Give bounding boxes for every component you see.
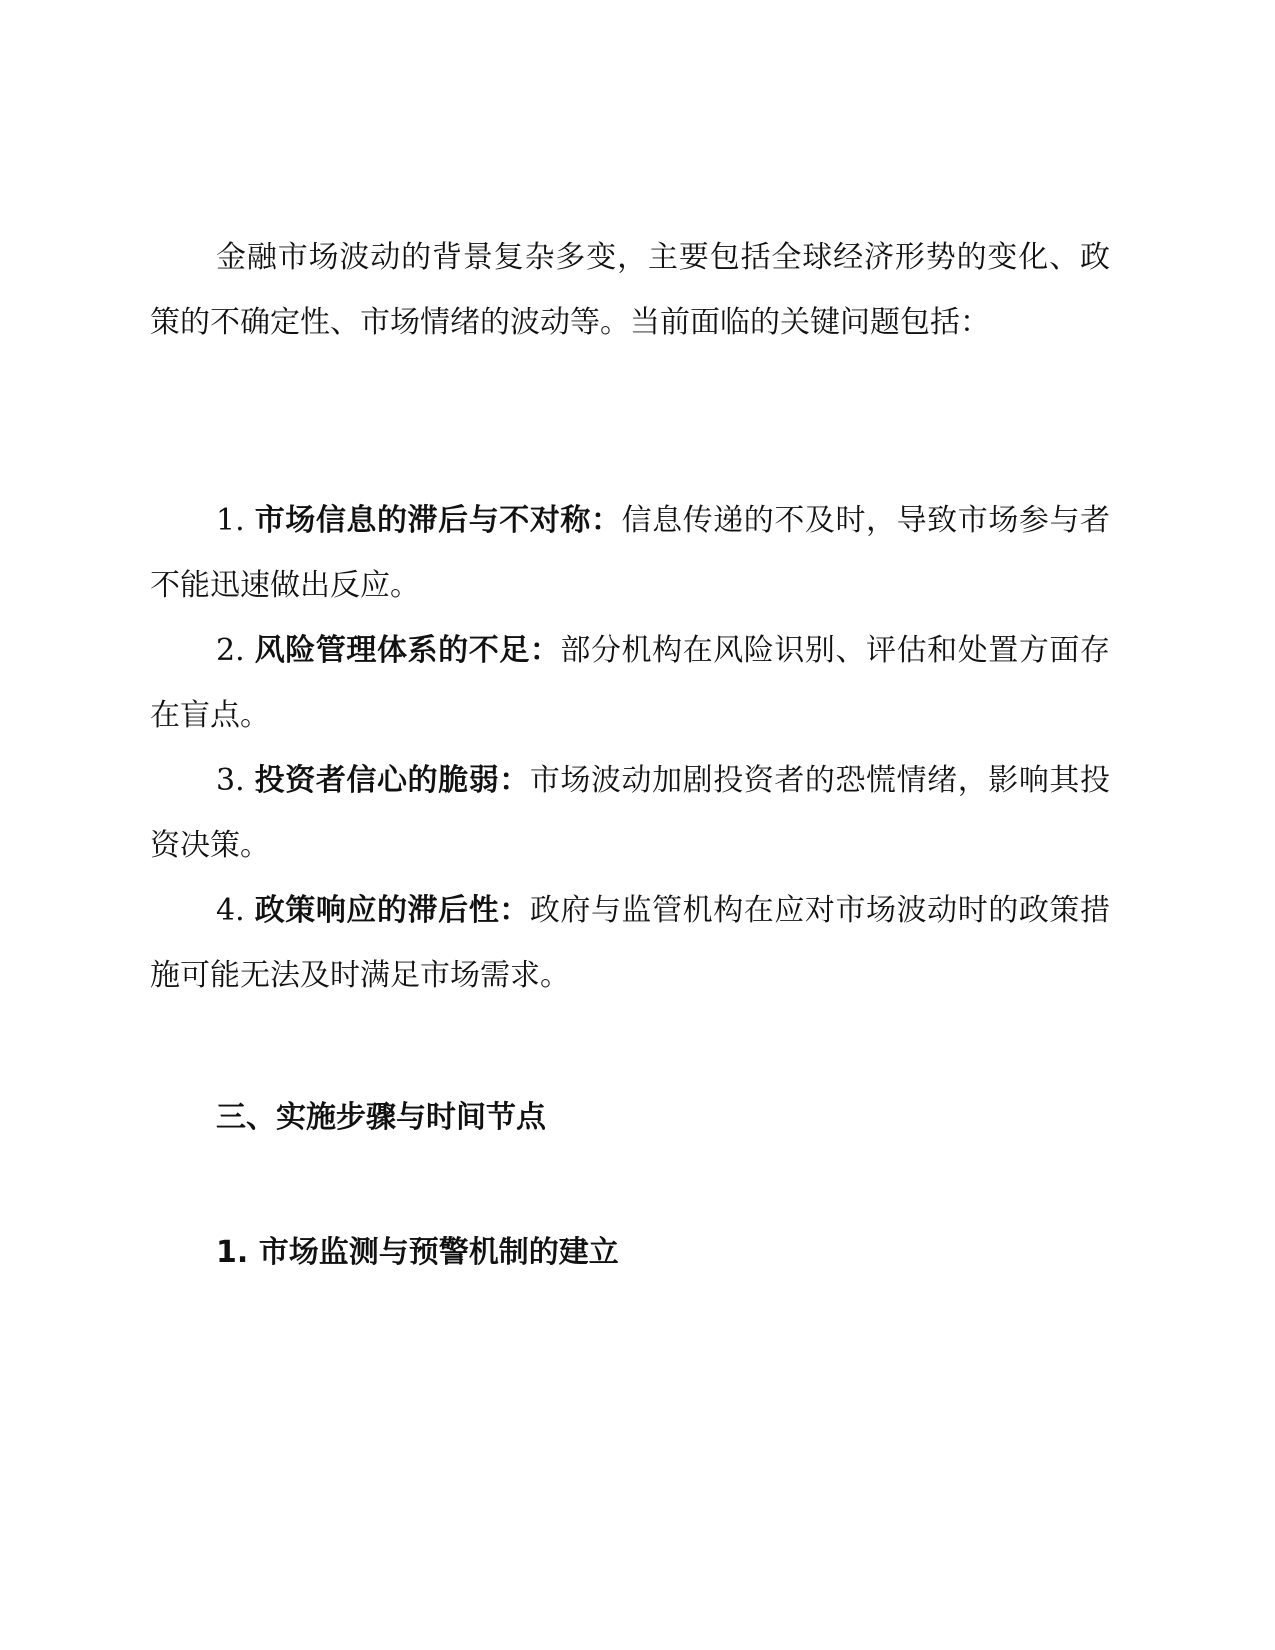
item-lead: 投资者信心的脆弱： — [254, 763, 530, 798]
item-lead: 政策响应的滞后性： — [254, 893, 530, 928]
item-text: 信息传递的不及时，导致市场参与者不能迅速做出反应。 — [150, 503, 1111, 603]
item-text: 政府与监管机构在应对市场波动时的政策措施可能无法及时满足市场需求。 — [150, 893, 1111, 993]
list-item — [150, 748, 1110, 878]
list-item — [150, 618, 1110, 748]
item-number: 4. — [216, 893, 245, 928]
item-text: 市场波动加剧投资者的恐慌情绪，影响其投资决策。 — [150, 763, 1111, 863]
list-item — [150, 488, 1110, 618]
item-text: 部分机构在风险识别、评估和处置方面存在盲点。 — [150, 633, 1111, 733]
sub-heading: 1. 市场监测与预警机制的建立 — [216, 1235, 619, 1270]
item-lead: 市场信息的滞后与不对称： — [254, 503, 622, 538]
item-lead: 风险管理体系的不足： — [254, 633, 561, 668]
item-number: 2. — [216, 633, 245, 668]
intro-paragraph: 金融市场波动的背景复杂多变，主要包括全球经济形势的变化、政策的不确定性、市场情绪的波动等。当前面临的关键问题包括： — [150, 240, 1110, 340]
section-heading: 三、实施步骤与时间节点 — [216, 1100, 546, 1135]
item-number: 3. — [216, 763, 245, 798]
item-number: 1. — [216, 503, 245, 538]
list-item — [150, 878, 1110, 1008]
